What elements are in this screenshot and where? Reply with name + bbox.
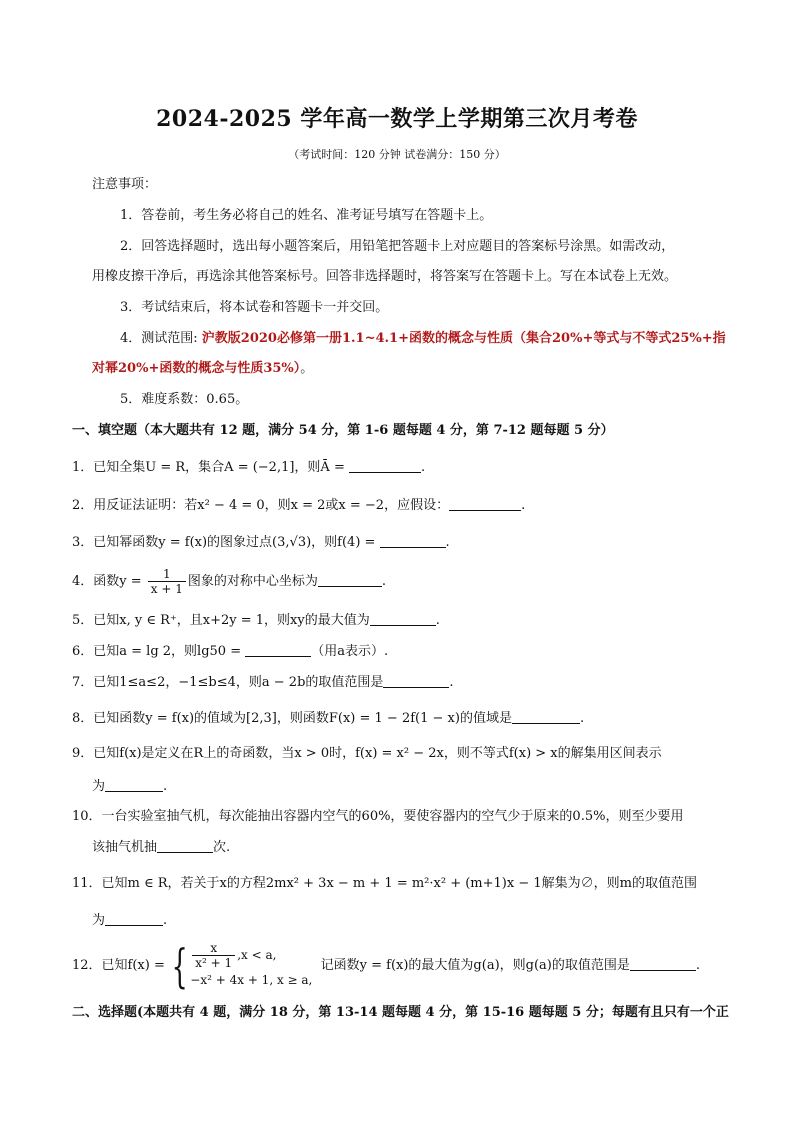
piecewise-case-1	[190, 941, 312, 970]
piecewise-function	[190, 941, 312, 990]
fraction-denominator: x + 1	[150, 582, 183, 596]
note-4-line-1	[120, 330, 726, 348]
question-7-text: 7．已知1≤a≤2，−1≤b≤4，则a − 2b的取值范围是	[72, 675, 384, 690]
question-11-line-2	[92, 911, 167, 930]
question-11-text: 为	[92, 913, 106, 928]
note-4-scope: 沪教版2020必修第一册1.1~4.1+函数的概念与性质（集合20%+等式与不等式25%+指	[201, 331, 726, 346]
answer-blank[interactable]	[512, 709, 580, 724]
question-1-text: 1．已知全集U = R，集合A = (−2,1]，则Ā =	[72, 460, 349, 475]
note-2-line-2: 用橡皮擦干净后，再选涂其他答案标号。回答非选择题时，将答案写在答题卡上。写在本试卷上无效。	[92, 269, 678, 284]
question-9-line-1: 9．已知f(x)是定义在R上的奇函数，当x > 0时，f(x) = x² − 2x，则不等式f(x) > x的解集用区间表示	[72, 746, 662, 761]
exam-title: 2024-2025 学年高一数学上学期第三次月考卷	[156, 106, 638, 132]
period: .	[381, 574, 387, 589]
note-2-line-1: 2．回答选择题时，选出每小题答案后，用铅笔把答题卡上对应题目的答案标号涂黑。如需改动，	[120, 239, 675, 254]
period: .	[420, 460, 426, 475]
question-12	[72, 940, 700, 992]
answer-blank[interactable]	[105, 777, 163, 792]
question-8-text: 8．已知函数y = f(x)的值域为[2,3]，则函数F(x) = 1 − 2f(1 − x)的值域是	[72, 711, 512, 726]
period: .	[163, 779, 168, 794]
answer-blank[interactable]	[449, 496, 521, 511]
question-6-text: 6．已知a = lg 2，则lg50 =	[72, 644, 246, 659]
answer-blank[interactable]	[105, 911, 163, 926]
question-4-text: 4．函数y =	[72, 574, 146, 589]
question-6-text-post: （用a表示）.	[311, 644, 389, 659]
fraction-numerator: x	[192, 941, 235, 956]
note-4-prefix: 4．测试范围:	[120, 331, 202, 346]
question-2-text: 2．用反证法证明：若x² − 4 = 0，则x = 2或x = −2，应假设：	[72, 498, 450, 513]
period: .	[445, 535, 450, 550]
fraction	[192, 941, 235, 970]
period: .	[579, 711, 585, 726]
question-12-text: 12．已知f(x) =	[72, 958, 169, 973]
question-9-text: 为	[92, 779, 106, 794]
question-12-text-post: 记函数y = f(x)的最大值为g(a)，则g(a)的取值范围是	[320, 958, 630, 973]
answer-blank[interactable]	[318, 572, 382, 587]
notes-heading: 注意事项：	[92, 177, 158, 192]
left-brace-icon: {	[171, 938, 188, 993]
exam-subtitle: （考试时间：120 分钟 试卷满分：150 分）	[288, 148, 506, 161]
question-3	[72, 533, 450, 552]
question-2	[72, 496, 525, 515]
question-1	[72, 458, 425, 477]
note-4-suffix: 。	[300, 361, 314, 376]
answer-blank[interactable]	[245, 642, 311, 657]
question-10-text-post: 次.	[213, 840, 231, 855]
question-8	[72, 709, 584, 728]
period: .	[449, 675, 454, 690]
period: .	[521, 498, 526, 513]
answer-blank[interactable]	[380, 533, 446, 548]
question-10-line-2	[92, 838, 230, 857]
answer-blank[interactable]	[370, 611, 436, 626]
question-5	[72, 611, 440, 630]
note-5: 5．难度系数：0.65。	[120, 392, 249, 407]
section-1-heading: 一、填空题（本大题共有 12 题，满分 54 分，第 1-6 题每题 4 分，第 7-12 题每题 5 分）	[72, 423, 614, 438]
note-4-scope-cont: 对幂20%+函数的概念与性质35%）	[92, 361, 301, 376]
answer-blank[interactable]	[157, 838, 213, 853]
case-1-condition: ,x < a,	[237, 948, 277, 962]
answer-blank[interactable]	[349, 458, 421, 473]
question-6	[72, 642, 388, 661]
fraction-numerator: 1	[148, 567, 186, 582]
question-9-line-2	[92, 777, 167, 796]
fraction-denominator: x² + 1	[195, 956, 233, 970]
answer-blank[interactable]	[383, 673, 449, 688]
question-11-line-1: 11．已知m ∈ R，若关于x的方程2mx² + 3x − m + 1 = m²·x² + (m+1)x − 1解集为∅，则m的取值范围	[72, 876, 697, 891]
question-10-text: 该抽气机抽	[92, 840, 158, 855]
fraction	[148, 567, 186, 596]
section-2-heading: 二、选择题(本题共有 4 题，满分 18 分，第 13-14 题每题 4 分，第 15-16 题每题 5 分；每题有且只有一个正	[72, 1005, 729, 1020]
question-3-text: 3．已知幂函数y = f(x)的图象过点(3,√3)，则f(4) =	[72, 535, 380, 550]
question-4-text-post: 图象的对称中心坐标为	[187, 574, 318, 589]
question-10-line-1: 10．一台实验室抽气机，每次能抽出容器内空气的60%，要使容器内的空气少于原来的0.5%，则至少要用	[72, 809, 684, 824]
note-3: 3．考试结束后，将本试卷和答题卡一并交回。	[120, 300, 389, 315]
answer-blank[interactable]	[630, 956, 696, 971]
question-7	[72, 673, 454, 692]
piecewise-case-2: −x² + 4x + 1, x ≥ a,	[190, 973, 313, 987]
note-4-line-2	[92, 360, 313, 378]
period: .	[163, 913, 168, 928]
period: .	[695, 958, 701, 973]
note-1: 1．答卷前，考生务必将自己的姓名、准考证号填写在答题卡上。	[120, 208, 493, 223]
period: .	[435, 613, 440, 628]
question-4	[72, 566, 386, 598]
question-5-text: 5．已知x, y ∈ R⁺，且x+2y = 1，则xy的最大值为	[72, 613, 370, 628]
